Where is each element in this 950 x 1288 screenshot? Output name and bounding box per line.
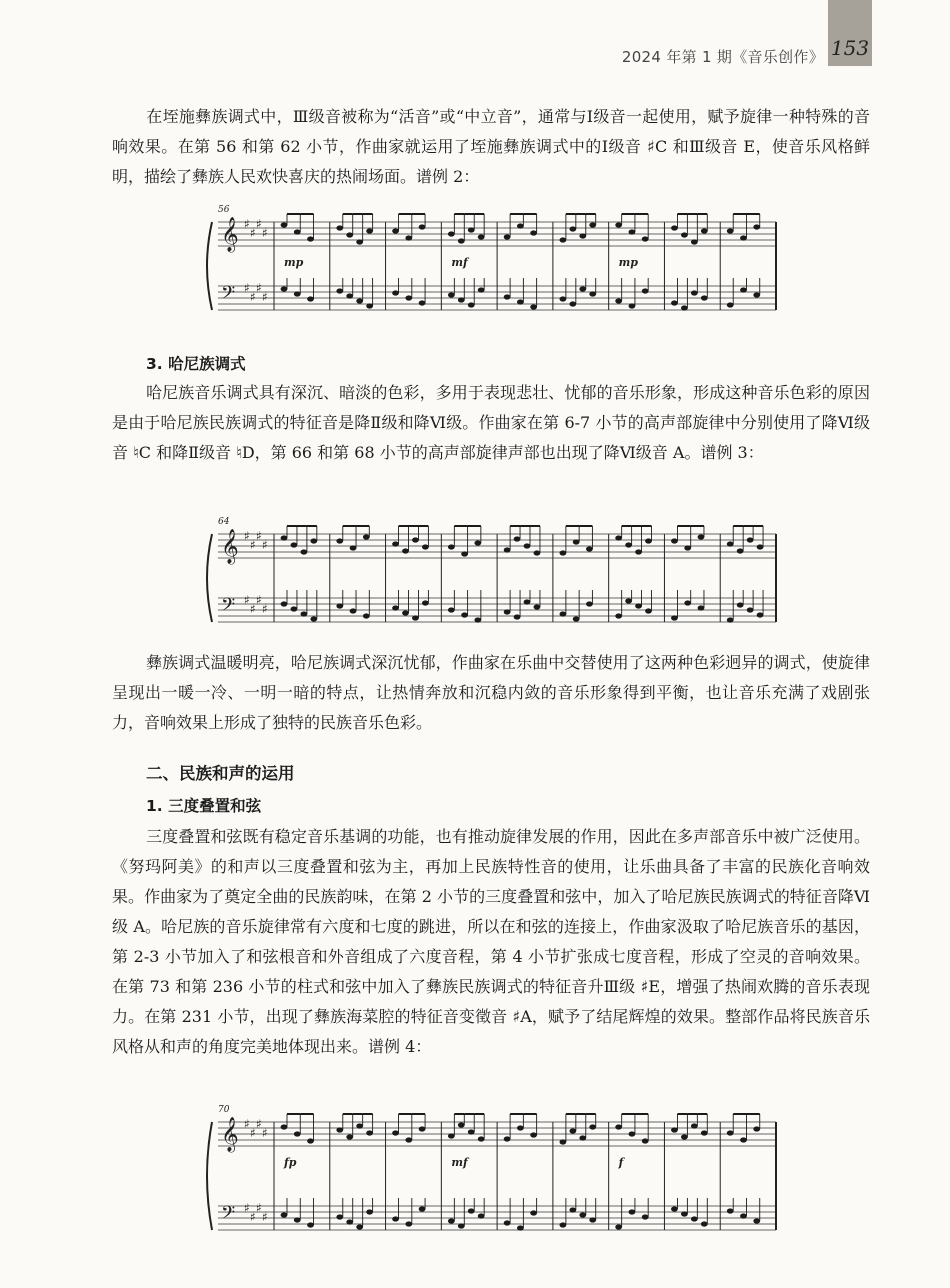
note-head	[701, 228, 708, 233]
note-head	[681, 305, 688, 310]
score-example-3	[200, 512, 780, 642]
note-head	[422, 600, 429, 605]
note-head	[701, 1221, 708, 1226]
page-number-box	[828, 0, 872, 66]
note-head	[684, 600, 691, 605]
note-head	[615, 1224, 622, 1229]
note-head	[701, 295, 708, 300]
note-head	[625, 542, 632, 547]
note-head	[579, 286, 586, 291]
note-head	[579, 1135, 586, 1140]
note-head	[448, 231, 455, 236]
note-head	[727, 1130, 734, 1135]
note-head	[740, 287, 747, 292]
note-head	[281, 1124, 288, 1129]
note-head	[366, 1209, 373, 1214]
note-head	[346, 1219, 353, 1224]
key-sharp: ♯	[256, 529, 262, 543]
note-head	[468, 1129, 475, 1134]
note-head	[534, 550, 541, 555]
note-head	[691, 1216, 698, 1221]
note-head	[291, 542, 298, 547]
note-head	[569, 1128, 576, 1133]
score-example-4-svg	[200, 1100, 780, 1250]
bass-clef: 𝄢	[221, 283, 236, 308]
key-sharp: ♯	[262, 1126, 268, 1140]
note-head	[336, 603, 343, 608]
note-head	[517, 299, 524, 304]
heading-triad: 1. 三度叠置和弦	[146, 797, 262, 815]
note-head	[336, 288, 343, 293]
note-head	[281, 1212, 288, 1217]
note-head	[757, 544, 764, 549]
measure-number: 64	[218, 517, 230, 527]
note-head	[392, 605, 399, 610]
note-head	[458, 1223, 465, 1228]
note-head	[629, 229, 636, 234]
note-head	[559, 1139, 566, 1144]
note-head	[517, 1225, 524, 1230]
note-head	[294, 229, 301, 234]
note-head	[336, 538, 343, 543]
note-head	[701, 1130, 708, 1135]
note-head	[478, 287, 485, 292]
note-head	[310, 616, 317, 621]
dynamic-marking: fp	[284, 1156, 297, 1169]
note-head	[534, 604, 541, 609]
key-sharp: ♯	[262, 538, 268, 552]
note-head	[307, 1222, 314, 1227]
note-head	[281, 286, 288, 291]
note-head	[589, 1124, 596, 1129]
paragraph-contrast: 彝族调式温暖明亮，哈尼族调式深沉忧郁，作曲家在乐曲中交替使用了这两种色彩迥异的调式，使旋律呈现出一暖一冷、一明一暗的特点，让热情奔放和沉稳内敛的音乐形象得到平衡，也让音乐充满了戏剧张力，音响效果上形成了独特的民族音乐色彩。	[112, 653, 870, 732]
note-head	[405, 1221, 412, 1226]
key-sharp: ♯	[250, 602, 256, 616]
note-head	[346, 1134, 353, 1139]
note-head	[350, 608, 357, 613]
note-head	[727, 228, 734, 233]
note-head	[336, 225, 343, 230]
note-head	[615, 613, 622, 618]
note-head	[356, 1224, 363, 1229]
page-number: 153	[830, 36, 870, 60]
note-head	[392, 541, 399, 546]
note-head	[474, 617, 481, 622]
note-head	[412, 615, 419, 620]
note-head	[461, 612, 468, 617]
treble-clef: 𝄞	[221, 1117, 239, 1152]
key-sharp: ♯	[250, 290, 256, 304]
key-sharp: ♯	[262, 602, 268, 616]
brace	[207, 222, 212, 310]
note-head	[629, 1209, 636, 1214]
dynamic-marking: mf	[451, 256, 468, 269]
note-head	[625, 598, 632, 603]
note-head	[559, 1222, 566, 1227]
note-head	[336, 1127, 343, 1132]
key-sharp: ♯	[262, 1210, 268, 1224]
key-sharp: ♯	[256, 1117, 262, 1131]
note-head	[281, 222, 288, 227]
note-head	[419, 300, 426, 305]
note-head	[474, 540, 481, 545]
paragraph-hani-mode: 哈尼族音乐调式具有深沉、暗淡的色彩，多用于表现悲壮、忧郁的音乐形象，形成这种音乐色彩的原因是由于哈尼族民族调式的特征音是降Ⅱ级和降Ⅵ级。作曲家在第 6-7 小节的高声部旋律中分别使用了降Ⅵ级音 ♮C 和降Ⅱ级音 ♮D，第 66 和第 68 小节的高声部旋律声部也出现了降Ⅵ级音 A。谱例 3：	[112, 383, 870, 462]
note-head	[468, 302, 475, 307]
note-head	[307, 296, 314, 301]
note-head	[300, 549, 307, 554]
note-head	[392, 228, 399, 233]
measure-number: 56	[218, 205, 230, 215]
note-head	[419, 224, 426, 229]
key-sharp: ♯	[244, 1117, 250, 1131]
note-head	[405, 235, 412, 240]
score-example-2	[200, 200, 780, 330]
note-head	[530, 1210, 537, 1215]
note-head	[671, 225, 678, 230]
bass-clef: 𝄢	[221, 595, 236, 620]
note-head	[691, 239, 698, 244]
note-head	[727, 617, 734, 622]
key-sharp: ♯	[244, 1201, 250, 1215]
note-head	[698, 605, 705, 610]
note-head	[504, 234, 511, 239]
key-sharp: ♯	[250, 1126, 256, 1140]
key-sharp: ♯	[256, 593, 262, 607]
note-head	[504, 294, 511, 299]
note-head	[740, 235, 747, 240]
key-sharp: ♯	[262, 290, 268, 304]
key-sharp: ♯	[250, 1210, 256, 1224]
dynamic-marking: f	[618, 1156, 624, 1169]
note-head	[294, 291, 301, 296]
note-head	[727, 302, 734, 307]
note-head	[615, 298, 622, 303]
note-head	[514, 536, 521, 541]
note-head	[346, 293, 353, 298]
note-head	[737, 602, 744, 607]
note-head	[559, 296, 566, 301]
note-head	[392, 1130, 399, 1135]
note-head	[310, 538, 317, 543]
note-head	[747, 607, 754, 612]
note-head	[448, 1218, 455, 1223]
note-head	[458, 1122, 465, 1127]
note-head	[336, 1214, 343, 1219]
note-head	[405, 295, 412, 300]
note-head	[530, 230, 537, 235]
note-head	[586, 546, 593, 551]
note-head	[573, 539, 580, 544]
note-head	[569, 226, 576, 231]
note-head	[517, 223, 524, 228]
score-example-2-svg	[200, 200, 780, 330]
note-head	[281, 601, 288, 606]
note-head	[671, 300, 678, 305]
note-head	[635, 549, 642, 554]
heading-section-2: 二、民族和声的运用	[146, 764, 295, 783]
note-head	[307, 236, 314, 241]
note-head	[559, 237, 566, 242]
note-head	[419, 1126, 426, 1131]
note-head	[691, 1123, 698, 1128]
note-head	[363, 534, 370, 539]
note-head	[524, 543, 531, 548]
note-head	[671, 615, 678, 620]
note-head	[468, 1208, 475, 1213]
note-head	[346, 232, 353, 237]
key-sharp: ♯	[256, 217, 262, 231]
note-head	[753, 1218, 760, 1223]
note-head	[448, 607, 455, 612]
note-head	[402, 548, 409, 553]
note-head	[504, 609, 511, 614]
note-head	[642, 236, 649, 241]
note-head	[478, 234, 485, 239]
note-head	[629, 1131, 636, 1136]
note-head	[524, 599, 531, 604]
note-head	[356, 298, 363, 303]
note-head	[559, 611, 566, 616]
note-head	[642, 1214, 649, 1219]
note-head	[671, 1127, 678, 1132]
note-head	[579, 1212, 586, 1217]
note-head	[681, 1134, 688, 1139]
note-head	[468, 227, 475, 232]
note-head	[448, 292, 455, 297]
dynamic-marking: mp	[284, 256, 304, 269]
note-head	[307, 1138, 314, 1143]
note-head	[363, 613, 370, 618]
note-head	[514, 614, 521, 619]
note-head	[691, 290, 698, 295]
note-head	[727, 1208, 734, 1213]
heading-hani-mode: 3. 哈尼族调式	[146, 355, 246, 373]
note-head	[448, 544, 455, 549]
note-head	[478, 1136, 485, 1141]
key-sharp: ♯	[244, 593, 250, 607]
key-sharp: ♯	[244, 529, 250, 543]
note-head	[642, 288, 649, 293]
note-head	[294, 1217, 301, 1222]
note-head	[461, 551, 468, 556]
bass-clef: 𝄢	[221, 1203, 236, 1228]
note-head	[681, 232, 688, 237]
note-head	[530, 304, 537, 309]
note-head	[530, 1132, 537, 1137]
score-example-4	[200, 1100, 780, 1250]
page-header	[0, 0, 950, 72]
note-head	[281, 535, 288, 540]
note-head	[681, 1211, 688, 1216]
note-head	[589, 222, 596, 227]
paragraph-yi-mode: 在垤施彝族调式中，Ⅲ级音被称为“活音”或“中立音”，通常与Ⅰ级音一起使用，赋予旋律一种特殊的音响效果。在第 56 和第 62 小节，作曲家就运用了垤施彝族调式中的Ⅰ级音 ♯C 和Ⅲ级音 E，使音乐风格鲜明，描绘了彝族人民欢快喜庆的热闹场面。谱例 2：	[112, 107, 870, 186]
dynamic-marking: mp	[618, 256, 639, 269]
note-head	[504, 547, 511, 552]
note-head	[698, 534, 705, 539]
note-head	[448, 1133, 455, 1138]
note-head	[615, 1124, 622, 1129]
note-head	[405, 1137, 412, 1142]
journal-title: 2024 年第 1 期《音乐创作》	[621, 48, 824, 66]
note-head	[589, 1217, 596, 1222]
note-head	[517, 1125, 524, 1130]
key-sharp: ♯	[250, 538, 256, 552]
score-example-3-svg	[200, 512, 780, 642]
measure-number: 70	[218, 1105, 230, 1115]
brace	[207, 1122, 212, 1230]
key-sharp: ♯	[244, 217, 250, 231]
treble-clef: 𝄞	[221, 217, 239, 252]
note-head	[757, 612, 764, 617]
note-head	[356, 1123, 363, 1128]
note-head	[589, 291, 596, 296]
note-head	[504, 1136, 511, 1141]
note-head	[300, 611, 307, 616]
note-head	[392, 290, 399, 295]
key-sharp: ♯	[256, 281, 262, 295]
note-head	[412, 537, 419, 542]
key-sharp: ♯	[244, 281, 250, 295]
note-head	[629, 303, 636, 308]
note-head	[645, 538, 652, 543]
note-head	[402, 610, 409, 615]
note-head	[366, 228, 373, 233]
note-head	[478, 1213, 485, 1218]
note-head	[366, 303, 373, 308]
note-head	[559, 550, 566, 555]
note-head	[356, 239, 363, 244]
note-head	[291, 606, 298, 611]
note-head	[569, 1207, 576, 1212]
note-head	[586, 601, 593, 606]
note-head	[615, 535, 622, 540]
key-sharp: ♯	[250, 226, 256, 240]
dynamic-marking: mf	[451, 1156, 468, 1169]
note-head	[504, 1220, 511, 1225]
note-head	[740, 1137, 747, 1142]
treble-clef: 𝄞	[221, 529, 239, 564]
note-head	[727, 541, 734, 546]
note-head	[671, 538, 678, 543]
note-head	[684, 545, 691, 550]
note-head	[579, 233, 586, 238]
note-head	[615, 222, 622, 227]
note-head	[569, 301, 576, 306]
note-head	[642, 1138, 649, 1143]
paragraph-triad: 三度叠置和弦既有稳定音乐基调的功能，也有推动旋律发展的作用，因此在多声部音乐中被广泛使用。《努玛阿美》的和声以三度叠置和弦为主，再加上民族特性音的使用，让乐曲具备了丰富的民族化音响效果。作曲家为了奠定全曲的民族韵味，在第 2 小节的三度叠置和弦中，加入了哈尼族民族调式的特征音降Ⅵ级 A。哈尼族的音乐旋律常有六度和七度的跳进，所以在和弦的连接上，作曲家汲取了哈尼族音乐的基因，第 2-3 小节加入了和弦根音和外音组成了六度音程，第 4 小节扩张成七度音程，形成了空灵的音响效果。在第 73 和第 236 小节的柱式和弦中加入了彝族民族调式的特征音升Ⅲ级 ♯E，增强了热闹欢腾的音乐表现力。在第 231 小节，出现了彝族海菜腔的特征音变徵音 ♯A，赋予了结尾辉煌的效果。整部作品将民族音乐风格从和声的角度完美地体现出来。谱例 4：	[112, 827, 870, 1056]
note-head	[392, 1216, 399, 1221]
note-head	[740, 1213, 747, 1218]
note-head	[747, 537, 754, 542]
brace	[207, 534, 212, 622]
note-head	[458, 238, 465, 243]
note-head	[350, 545, 357, 550]
note-head	[573, 616, 580, 621]
note-head	[635, 603, 642, 608]
note-head	[366, 1130, 373, 1135]
note-head	[419, 1206, 426, 1211]
note-head	[645, 608, 652, 613]
note-head	[737, 548, 744, 553]
note-head	[294, 1131, 301, 1136]
note-head	[753, 1126, 760, 1131]
key-sharp: ♯	[256, 1201, 262, 1215]
note-head	[671, 1206, 678, 1211]
note-head	[753, 224, 760, 229]
note-head	[458, 297, 465, 302]
note-head	[422, 544, 429, 549]
note-head	[753, 292, 760, 297]
key-sharp: ♯	[262, 226, 268, 240]
